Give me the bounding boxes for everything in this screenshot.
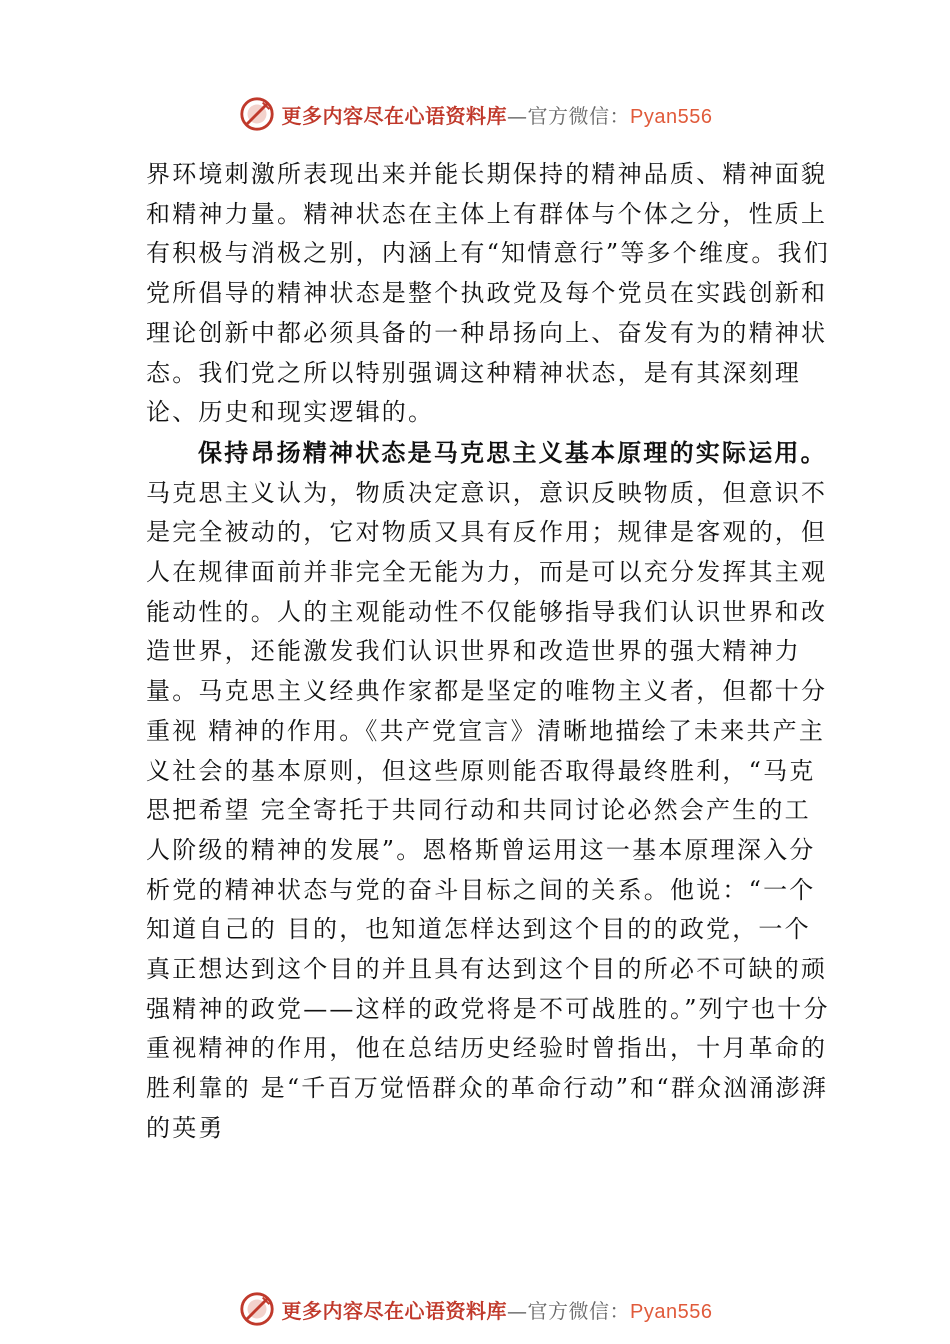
banner-middle: 官方微信： bbox=[527, 103, 631, 128]
document-body bbox=[146, 155, 831, 1149]
banner-prefix: 更多内容尽在心语资料库 bbox=[281, 103, 508, 128]
paragraph-2-heading: 保持昂扬精神状态是马克思主义基本原理的实际运用。 bbox=[198, 437, 827, 467]
header-banner-text bbox=[282, 100, 713, 129]
paragraph-2-text: 马克思主义认为，物质决定意识，意识反映物质，但意识不是完全被动的，它对物质又具有反作用；规律是客观的，但人在规律面前并非完全无能为力，而是可以充分发挥其主观 能动性的。人的主观能动性不仅能够指导我们认识世界和改 造世界，还能激发我们认识世界和改造世界的强大精神力量。马克思主义经典作家都是坚定的唯物主义者，但都十分重视 精神的作用。《共产党宣言》清晰地描绘了未来共产主义社会的基本原则，但这些原则能否取得最终胜利，“马克思把希望 完全寄托于共同行动和共同讨论必然会产生的工人阶级的精神的发展”。恩格斯曾运用这一基本原理深入分析党的精神状态与党的奋斗目标之间的关系。他说：“一个知道自己的 目的，也知道怎样达到这个目的的政党，一个真正想达到这个目的并且具有达到这个目的所必不可缺的顽强精神的政党——这样的政党将是不可战胜的。”列宁也十分重视精神的作用，他在总结历史经验时曾指出，十月革命的胜利靠的 是“千百万觉悟群众的革命行动”和“群众汹涌澎湃的英勇 bbox=[146, 478, 830, 1142]
paragraph-2 bbox=[146, 433, 831, 1149]
paragraph-1: 界环境刺激所表现出来并能长期保持的精神品质、精神面貌和精神力量。精神状态在主体上有群体与个体之分，性质上有积极与消极之别，内涵上有“知情意行”等多个维度。我们党所倡导的精神状态是整个执政党及每个党员在实践创新和理论创新中都必须具备的一种昂扬向上、奋发有为的精神状态。我们党之所以特别强调这种精神状态，是有其深刻理论、历史和现实逻辑的。 bbox=[146, 160, 830, 427]
banner-middle: 官方微信： bbox=[527, 1298, 631, 1323]
footer-banner bbox=[0, 1287, 950, 1331]
banner-dash: — bbox=[507, 1298, 528, 1323]
brand-logo-icon bbox=[238, 1290, 276, 1328]
banner-wechat-id: Pyan556 bbox=[630, 1300, 713, 1323]
banner-prefix: 更多内容尽在心语资料库 bbox=[281, 1298, 508, 1323]
footer-banner-text bbox=[282, 1295, 713, 1324]
banner-dash: — bbox=[507, 103, 528, 128]
banner-wechat-id: Pyan556 bbox=[630, 105, 713, 128]
header-banner bbox=[0, 92, 950, 136]
brand-logo-icon bbox=[238, 95, 276, 133]
